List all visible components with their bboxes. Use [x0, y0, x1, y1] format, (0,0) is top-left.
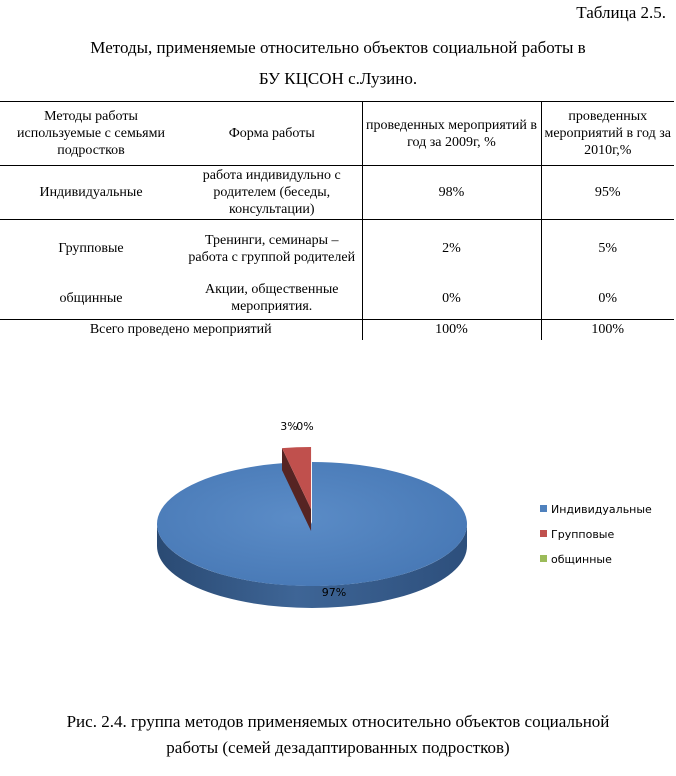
table-header-row — [0, 102, 674, 166]
legend-label-1: Индивидуальные — [551, 503, 652, 516]
legend-swatch-1 — [540, 505, 547, 512]
table-row — [0, 220, 674, 278]
total-label: Всего проведено мероприятий — [89, 322, 272, 338]
row-form: работа индивидульно с родителем (беседы, консультации) — [182, 166, 362, 220]
table-title-line1: Методы, применяемые относительно объектов социальной работы в — [90, 38, 586, 57]
row-value-2009: 2% — [362, 220, 541, 278]
pie-chart — [0, 380, 676, 680]
legend-label-3: общинные — [551, 553, 612, 566]
table-row — [0, 278, 674, 320]
table-total-row — [0, 320, 674, 340]
header-methods: Методы работы используемые с семьями подростков — [0, 102, 182, 166]
figure-caption-line1: Рис. 2.4. группа методов применяемых относительно объектов социальной — [66, 712, 610, 731]
header-2010: проведенных мероприятий в год за 2010г,% — [541, 102, 674, 166]
row-value-2010: 95% — [541, 166, 674, 220]
row-method: Индивидуальные — [0, 166, 182, 220]
row-form: Тренинги, семинары – работа с группой родителей — [188, 232, 356, 265]
row-method: Групповые — [58, 241, 124, 257]
total-value-2009: 100% — [362, 320, 541, 340]
header-form: Форма работы — [182, 102, 362, 166]
pie-data-label-2: 3% — [280, 420, 298, 433]
methods-table — [0, 101, 674, 340]
legend-label-2: Групповые — [551, 528, 615, 541]
table-label: Таблица 2.5. — [576, 3, 666, 22]
row-method: общинные — [0, 278, 182, 320]
legend-swatch-2 — [540, 530, 547, 537]
pie-slice-1 — [157, 462, 467, 608]
row-form: Акции, общественные мероприятия. — [182, 278, 362, 320]
row-value-2010: 0% — [541, 278, 674, 320]
figure-caption-line2: работы (семей дезадаптированных подростков) — [166, 738, 510, 757]
row-value-2009: 98% — [362, 166, 541, 220]
total-value-2010: 100% — [541, 320, 674, 340]
table-row — [0, 166, 674, 220]
pie-data-label-1: 97% — [321, 586, 347, 599]
row-value-2009: 0% — [362, 278, 541, 320]
pie-data-label-3: 0% — [296, 420, 314, 433]
table-title-line2: БУ КЦСОН с.Лузино. — [258, 69, 418, 88]
row-value-2010: 5% — [541, 220, 674, 278]
legend-swatch-3 — [540, 555, 547, 562]
header-2009: проведенных мероприятий в год за 2009г, % — [362, 102, 541, 166]
